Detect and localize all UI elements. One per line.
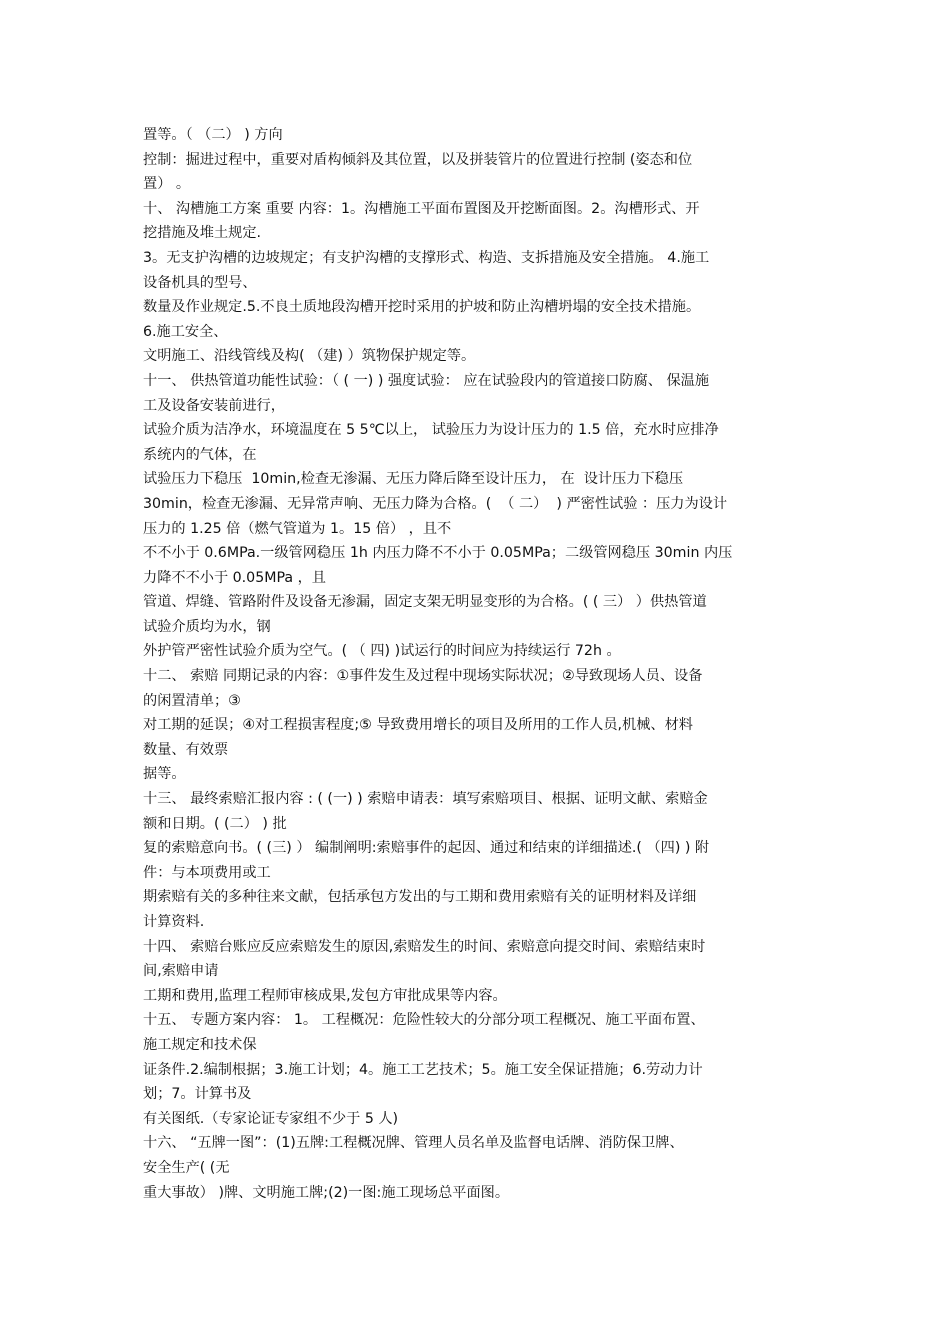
text-line: 管道、焊缝、管路附件及设备无渗漏，固定支架无明显变形的为合格。( ( 三） ）供热管道 (143, 594, 707, 611)
text-line: 数量及作业规定.5.不良土质地段沟槽开挖时采用的护坡和防止沟槽坍塌的安全技术措施。 (143, 299, 701, 316)
text-line: 间,索赔申请 (143, 963, 219, 980)
text-line: 3。无支护沟槽的边坡规定；有支护沟槽的支撑形式、构造、支拆措施及安全措施。 4.施工 (143, 249, 710, 266)
text-line: 6.施工安全、 (143, 323, 228, 340)
text-line: 件：与本项费用或工 (143, 864, 271, 881)
document-page (143, 123, 811, 1205)
text-line: 十、 沟槽施工方案 重要 内容：1。沟槽施工平面布置图及开挖断面图。2。沟槽形式、开 (143, 200, 700, 217)
text-line: 30min，检查无渗漏、无异常声响、无压力降为合格。( （ 二） ) 严密性试验 ：压力为设计 (143, 495, 728, 512)
text-line: 据等。 (143, 766, 186, 783)
text-line: 的闲置清单；③ (143, 692, 241, 709)
text-line: 压力的 1.25 倍（燃气管道为 1。15 倍） ，且不 (143, 520, 452, 537)
text-line: 控制：掘进过程中，重要对盾构倾斜及其位置，以及拼装管片的位置进行控制 (姿态和位 (143, 151, 693, 168)
text-line: 试验压力下稳压 10min,检查无渗漏、无压力降后降至设计压力， 在 设计压力下稳压 (143, 471, 684, 488)
text-line: 十三、 最终索赔汇报内容 : ( (一) ) 索赔申请表：填写索赔项目、根据、证明文献、索赔金 (143, 791, 708, 808)
text-line: 十一、 供热管道功能性试验：（ ( 一) ) 强度试验： 应在试验段内的管道接口防腐、 保温施 (143, 372, 710, 389)
text-line: 安全生产( (无 (143, 1159, 230, 1176)
text-line: 置等。（ （二） ) 方向 (143, 127, 283, 143)
text-line: 工及设备安装前进行， (143, 397, 285, 414)
text-line: 挖措施及堆土规定. (143, 225, 262, 242)
text-line: 设备机具的型号、 (143, 274, 257, 291)
text-line: 复的索赔意向书。( (三) ） 编制阐明:索赔事件的起因、通过和结束的详细描述.( （四) ) 附 (143, 840, 710, 857)
text-line: 十二、 索赔 同期记录的内容：①事件发生及过程中现场实际状况；②导致现场人员、设备 (143, 668, 703, 685)
text-line: 系统内的气体，在 (143, 446, 257, 463)
text-line: 数量、有效票 (143, 741, 229, 758)
text-line: 文明施工、沿线管线及构( （建) ）筑物保护规定等。 (143, 348, 476, 365)
text-line: 证条件.2.编制根据；3.施工计划；4。施工工艺技术；5。施工安全保证措施；6.劳动力计 (143, 1061, 703, 1078)
text-line: 划；7。计算书及 (143, 1086, 252, 1103)
text-line: 力降不不小于 0.05MPa ，且 (143, 569, 326, 586)
text-line: 有关图纸.（专家论证专家组不少于 5 人) (143, 1110, 399, 1127)
text-line: 十五、 专题方案内容： 1。 工程概况：危险性较大的分部分项工程概况、施工平面布置、 (143, 1012, 705, 1029)
text-line: 十六、 “五牌一图”：(1)五牌:工程概况牌、管理人员名单及监督电话牌、消防保卫牌、 (143, 1135, 684, 1152)
text-line: 计算资料. (143, 914, 205, 930)
text-line: 试验介质为洁净水，环境温度在 5 5℃以上， 试验压力为设计压力的 1.5 倍，充水时应排净 (143, 422, 719, 439)
text-line: 对工期的延误；④对工程损害程度;⑤ 导致费用增长的项目及所用的工作人员,机械、材料 (143, 717, 693, 734)
text-line: 外护管严密性试验介质为空气。( （ 四) )试运行的时间应为持续运行 72h 。 (143, 643, 621, 660)
text-line: 工期和费用,监理工程师审核成果,发包方审批成果等内容。 (143, 987, 507, 1004)
text-line: 置） 。 (143, 176, 191, 193)
text-line: 不不小于 0.6MPa.一级管网稳压 1h 内压力降不不小于 0.05MPa；二级管网稳压 30min 内压 (143, 545, 733, 562)
text-line: 试验介质均为水，钢 (143, 618, 271, 635)
text-line: 十四、 索赔台账应反应索赔发生的原因,索赔发生的时间、索赔意向提交时间、索赔结束时 (143, 938, 706, 955)
text-line: 额和日期。( (二） ) 批 (143, 815, 287, 832)
text-line: 施工规定和技术保 (143, 1036, 257, 1053)
text-line: 期索赔有关的多种往来文献，包括承包方发出的与工期和费用索赔有关的证明材料及详细 (143, 889, 697, 906)
text-line: 重大事故） )牌、文明施工牌;(2)一图:施工现场总平面图。 (143, 1184, 510, 1201)
